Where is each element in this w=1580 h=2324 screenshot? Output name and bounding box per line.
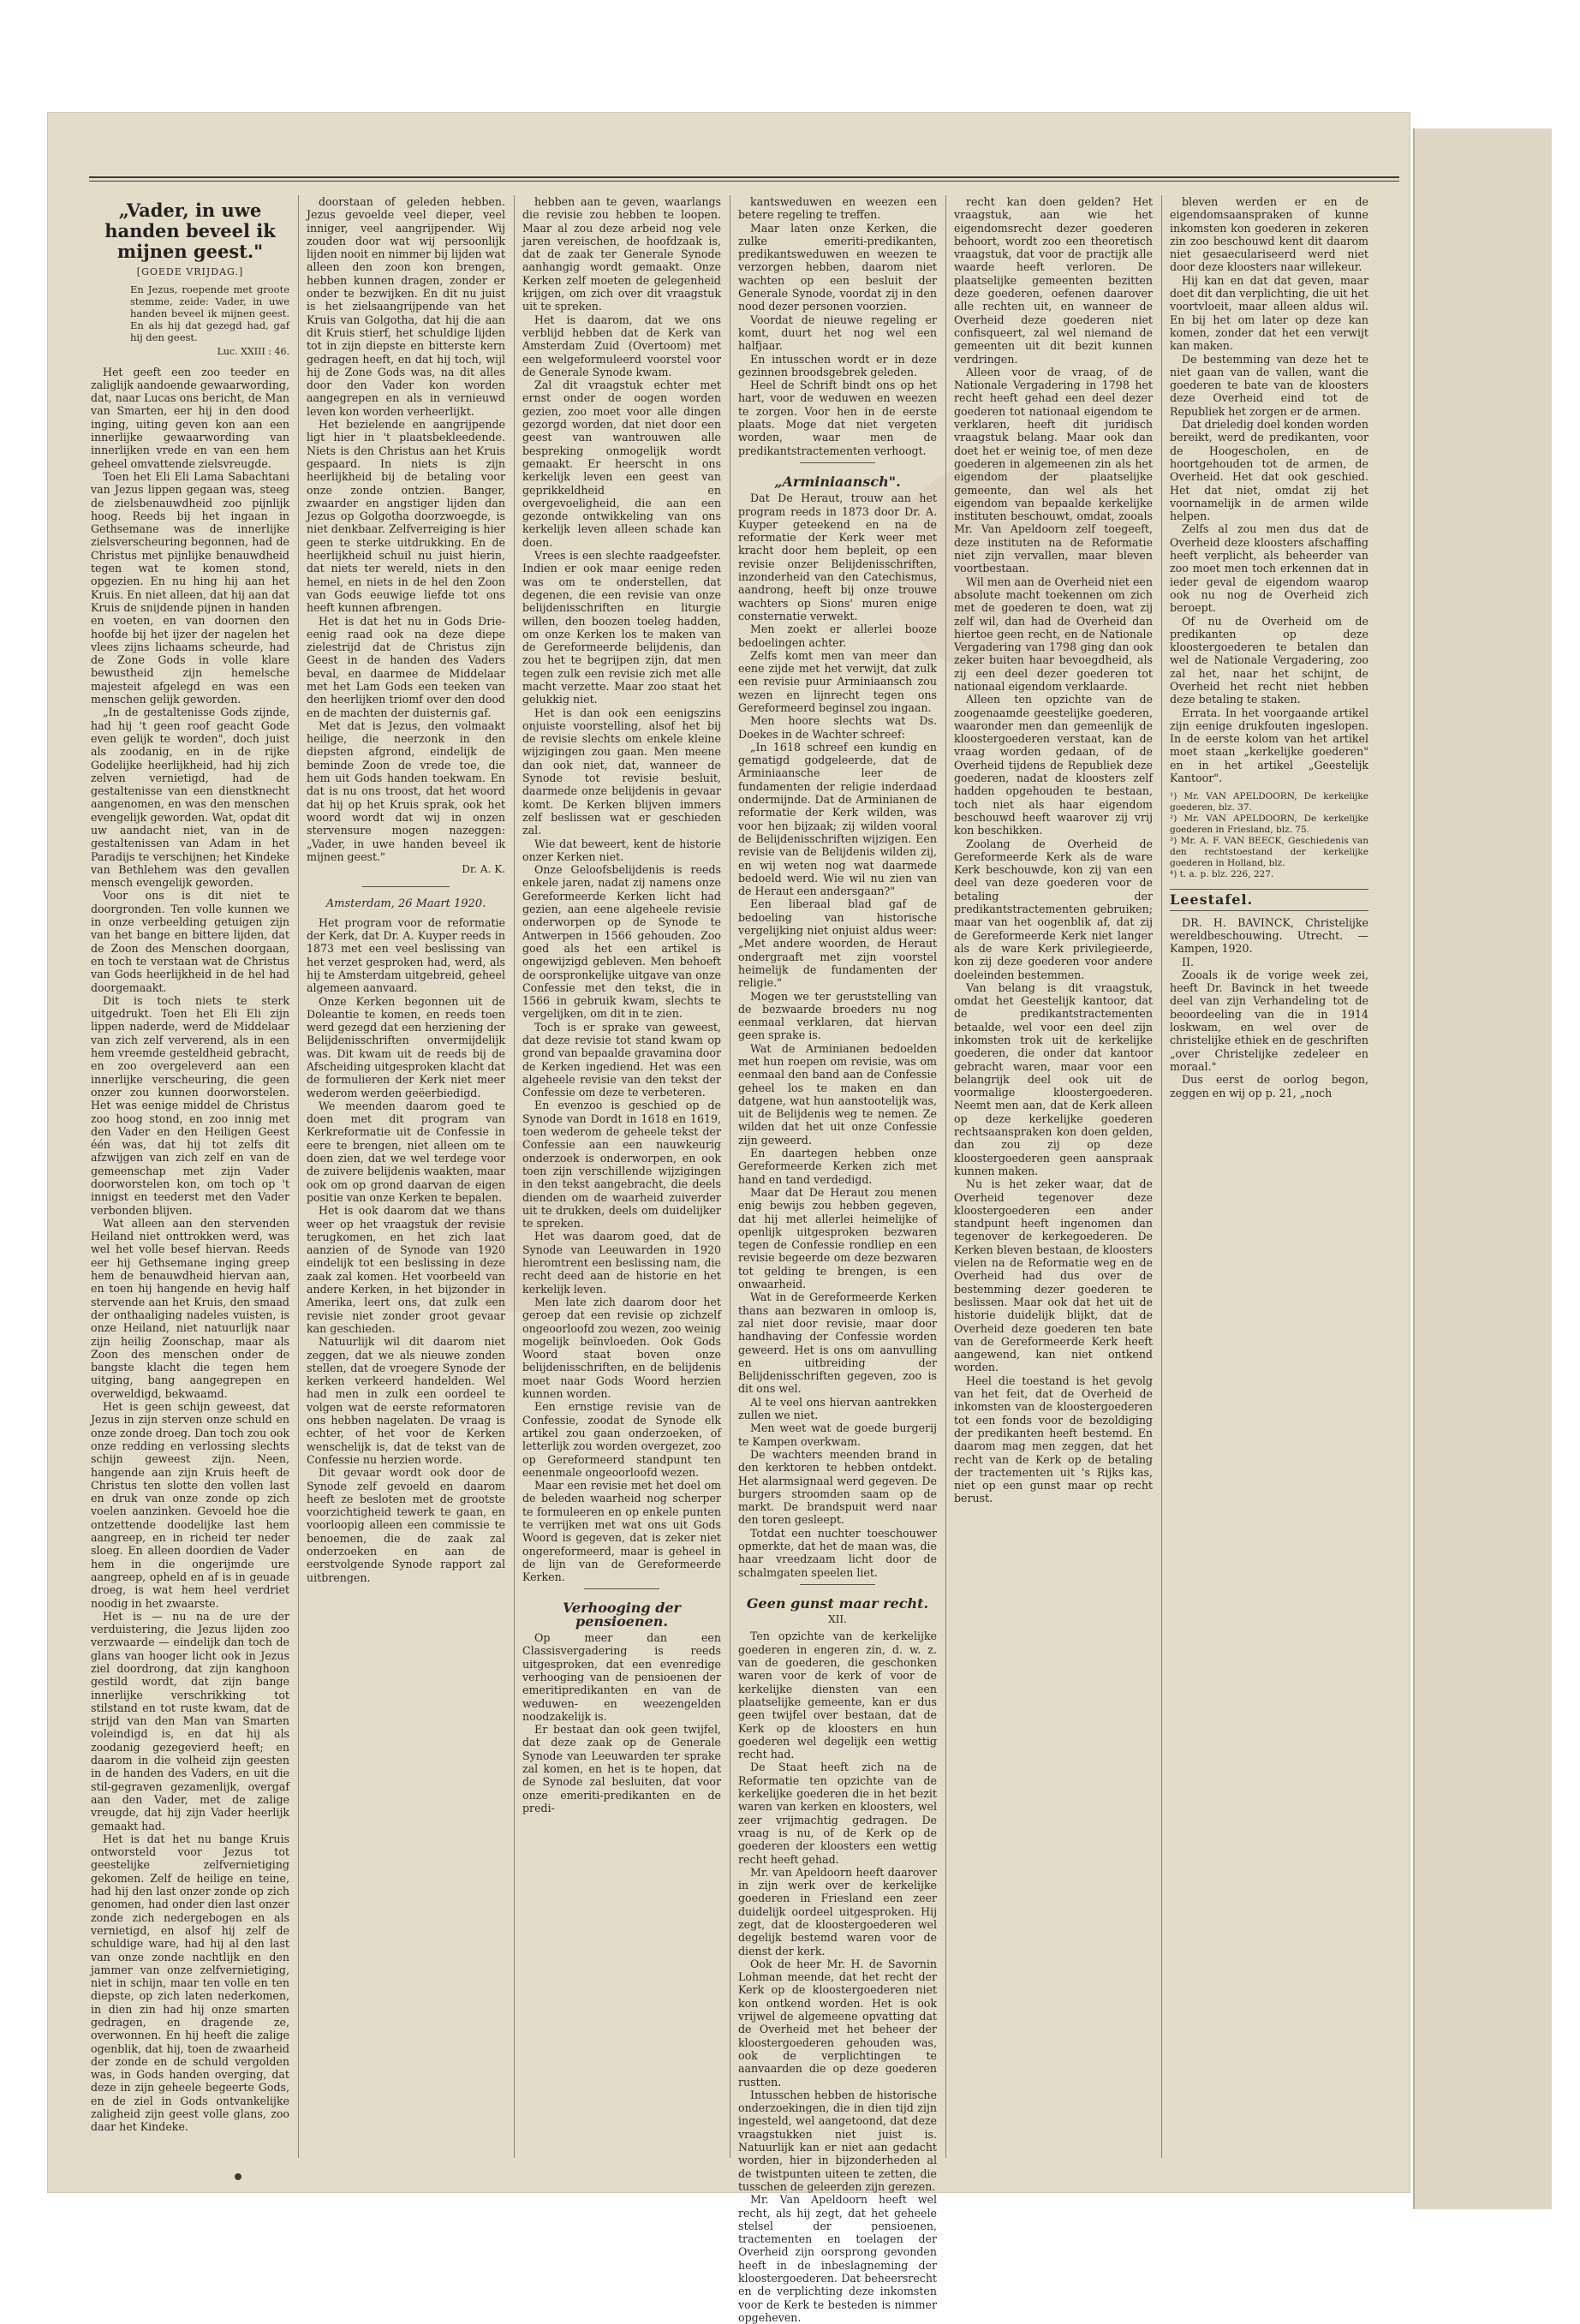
paragraph: ³) Mr. A. F. VAN BEECK, Geschiedenis van den rechtstoestand der kerkelijke goederen in Holland, blz. <box>1170 836 1368 869</box>
article-body <box>91 366 289 2134</box>
paragraph: Alleen voor de vraag, of de Nationale Vergadering in 1798 het recht heeft gehad een deel dezer goederen tot nationaal eigendom te verklaren, heeft dit juridisch vraagstuk belang. Maar ook dan doet het er weinig toe, of men deze goederen in algemeenen zin als het eigendom der plaatselijke gemeente, dan wel als het eigendom van bepaalde kerkelijke instituten beschouwt, omdat, zooals Mr. Van Apeldoorn zelf toegeeft, deze instituten na de Reformatie niet zijn vervallen, maar bleven voortbestaan. <box>954 365 1153 575</box>
paragraph: Het program voor de reformatie der Kerk, dat Dr. A. Kuyper reeds in 1873 met een veel beslissing van het verzet gesproken had, werd, als hij te Amsterdam uitgebreid, geheel algemeen aanvaard. <box>307 915 505 995</box>
column-divider <box>298 195 299 2158</box>
column-6 <box>1170 195 1368 2158</box>
paragraph: recht kan doen gelden? Het vraagstuk, aan wie het eigendomsrecht dezer goederen behoort, wordt zoo een theoretisch vraagstuk, dat voor de practijk alle waarde heeft verloren. De plaatselijke gemeenten bezitten deze goederen, oefenen daarover alle rechten uit, en wanneer de Overheid deze goederen niet confisqueert, zal wel niemand de gemeenten uit dit bezit kunnen verdringen. <box>954 195 1153 366</box>
paragraph: Wie dat beweert, kent de historie onzer Kerken niet. <box>522 837 721 863</box>
scripture-reference: Luc. XXIII : 46. <box>217 346 289 358</box>
paragraph: Het is dat het nu in Gods Drie-eenig raad ook na deze diepe zielestrijd dat de Christus zijn Geest in de handen des Vaders beval, en daarmee de Middelaar met het Lam Gods een teeken van den heerlijken triomf over den dood en de machten der duisternis gaf. <box>307 614 505 719</box>
top-rule-thin <box>89 181 1399 182</box>
paragraph: Zoolang de Overheid de Gereformeerde Kerk als de ware Kerk beschouwde, kon zij van een deel van deze goederen voor de betaling der predikantstractementen gebruiken; maar van het oogenblik af, dat zij de Gereformeerde Kerk niet langer als de ware Kerk privilegieerde, kon zij deze goederen voor andere doeleinden bestemmen. <box>954 837 1153 981</box>
paragraph: Al te veel ons hiervan aantrekken zullen we niet. <box>738 1395 937 1422</box>
paragraph: Het was daarom goed, dat de Synode van Leeuwarden in 1920 hieromtrent een beslissing nam, die recht deed aan de historie en het kerkelijk leven. <box>522 1230 721 1296</box>
paragraph: Het is — nu na de ure der verduistering, die Jezus lijden zoo verzwaarde — eindelijk dan toch de glans van hooger licht ook in Jezus ziel doordrong, dat zijn kanghoon gestild wordt, dat zijn bange innerlijke verschrikking tot stilstand en tot ruste kwam, dat de strijd van den Man van Smarten voleindigd is, en dat hij als zoodanig gezegevierd heeft; en daarom in die volheid zijn geesten in de handen des Vaders, en uit die stil-gegraven gezamenlijk, overgaf aan den Vader, met de zalige vreugde, dat hij zijn Vader heerlijk gemaakt had. <box>91 1609 289 1832</box>
article-title: „Vader, in uwe handen beveel ik mijnen geest." <box>104 200 276 262</box>
paragraph: Het bezielende en aangrijpende ligt hier in 't plaatsbekleedende. Niets is den Christus aan het Kruis gespaard. In niets is zijn heerlijkheid bij de betaling voor onze zonde ontzien. Banger, zwaarder en angstiger lijden dan Jezus op Golgotha doorzwoegde, is niet denkbaar. Zelfverreiging is hier geen te sterke uitdrukking. En de heerlijkheid schuil nu juist hierin, dat niets ter wereld, niets in den hemel, en niets in de hel den Zoon van Gods eeuwige liefde tot ons heeft kunnen afbrengen. <box>307 418 505 615</box>
paragraph: Ook de heer Mr. H. de Savornin Lohman meende, dat het recht der Kerk op de kloostergoederen niet kon ontkend worden. Het is ook vrijwel de algemeene opvatting dat de Overheid met het beheer der kloostergoederen gehouden was, ook de verplichtingen te aanvaarden die op deze goederen rustten. <box>738 1957 937 2089</box>
sidebar-body <box>1170 195 1368 784</box>
paragraph: Ten opzichte van de kerkelijke goederen in engeren zin, d. w. z. van de goederen, die geschonken waren voor de kerk of voor de kerkelijke diensten van een plaatselijke gemeente, kan er dus geen twijfel over bestaan, dat de Kerk op de kloosters en hun goederen wel degelijk een wettig recht had. <box>738 1630 937 1761</box>
paragraph: En evenzoo is geschied op de Synode van Dordt in 1618 en 1619, toen wederom de geheele tekst der Confessie aan een nauwkeurig onderzoek is onderworpen, en ook toen zijn verschillende wijzigingen in den tekst aangebracht, die deels dienden om de waarheid zuiverder uit te drukken, deels om duidelijker te spreken. <box>522 1099 721 1231</box>
paragraph: Wat in de Gereformeerde Kerken thans aan bezwaren in omloop is, zal niet door revisie, maar door handhaving der Confessie worden geweerd. Het is ons om aanvulling en uitbreiding der Belijdenisschriften gegeven, zoo is dit ons wel. <box>738 1290 937 1396</box>
paragraph: ²) Mr. VAN APELDOORN, De kerkelijke goederen in Friesland, blz. 75. <box>1170 813 1368 836</box>
paragraph: Er bestaat dan ook geen twijfel, dat deze zaak op de Generale Synode van Leeuwarden ter sprake zal komen, en het is te hopen, dat de Synode zal besluiten, dat voor onze emeriti-predikanten en de predi- <box>522 1723 721 1815</box>
paragraph: Met dat is Jezus, den volmaakt heilige, die neerzonk in den diepsten afgrond, eindelijk de beminde Zoon de vrede toe, die hem uit Gods handen toekwam. En dat is nu ons troost, dat het woord dat hij op het Kruis sprak, ook het woord wordt dat wij in onzen stervensure mogen nazeggen: „Vader, in uwe handen beveel ik mijnen geest." <box>307 718 505 863</box>
paragraph: Voor ons is dit niet te doorgronden. Ten volle kunnen we in onze verbeelding getuigen zijn van het bange en bittere lijden, dat de Zoon des Menschen doorgaan, en toch te verstaan wat de Christus van Gods heerlijkheid in de hel had doorgemaakt. <box>91 889 289 994</box>
arminiaansch-body <box>738 492 937 1579</box>
paragraph: Het is dat het nu bange Kruis ontworsteld voor Jezus tot geestelijke zelfvernietiging gekomen. Zelf de heilige en teine, had hij den last onzer zonde op zich genomen, had onder dien last onzer zonde zich nedergebogen en als vernietigd, en alsof hij zelf de schuldige ware, had hij al den last van onze zonde nachtlijk en den jammer van onze zelfvernietiging, niet in schijn, maar ten volle en ten diepste, op zich laten nederkomen, in dien zin had hij onze smarten gedragen, en dragende ze, overwonnen. En hij heeft die zalige ogenblik, dat hij, toen de zwaarheid der zonde en de schuld vergolden was, in Gods handen overging, dat deze in zijn geheele begeerte Gods, en de ziel in Gods ontvankelijke zaligheid zijn geest volle glans, zoo daar het Kindeke. <box>91 1832 289 2134</box>
paragraph: II. <box>1182 955 1194 968</box>
paragraph: Maar dat De Heraut zou menen enig bewijs zou hebben gegeven, dat hij met allerlei heimelijke of openlijk uitgesproken bezwaren tegen de Confessie rondliep en een revisie begeerde om deze bezwaren tot gelding te brengen, is een onwaarheid. <box>738 1185 937 1291</box>
section-rule <box>800 462 875 463</box>
column-4 <box>738 195 937 2324</box>
paragraph: Mogen we ter geruststelling van de bezwaarde broeders nu nog eenmaal verklaren, dat hiervan geen sprake is. <box>738 989 937 1042</box>
separator <box>362 886 450 887</box>
paragraph: Wat alleen aan den stervenden Heiland niet onttrokken werd, was wel het volle besef hiervan. Reeds eer hij Gethsemane inging greep hem de benauwdheid hiervan aan, en toen hij hangende en hevig half stervende aan het Kruis, den smaad der onthaaliging nadeles vuisten, is onze Heiland, niet natuurlijk naar zijn heilig Zoonschap, maar als Zoon des menschen onder de bangste klacht die tegen hem uitging, bang aangegrepen en overweldigd, bekwaamd. <box>91 1216 289 1400</box>
paragraph: Men hoore slechts wat Ds. Doekes in de Wachter schreef: <box>738 714 937 741</box>
paragraph: kantsweduwen en weezen een betere regeling te treffen. <box>738 195 937 222</box>
paragraph: Natuurlijk wil dit daarom niet zeggen, dat we als nieuwe zonden stellen, dat de vroegere Synode der kerken verkeerd handelden. Wel had men in zulk een oordeel te volgen wat de eerste reformatoren ons hebben nagelaten. De vraag is echter, of het voor de Kerken wenschelijk is, dat de tekst van de Confessie nu herzien worde. <box>307 1335 505 1466</box>
section-rule <box>584 1588 659 1589</box>
paragraph: Zelfs komt men van meer dan eene zijde met het verwijt, dat zulk een revisie puur Arminiaansch zou wezen en lijnrecht tegen ons Gereformeerd beginsel zou ingaan. <box>738 648 937 714</box>
column-5 <box>954 195 1153 2158</box>
paragraph: Zal dit vraagstuk echter met ernst onder de oogen worden gezien, zoo moet voor alle dingen gezorgd worden, dat niet door een geest van wantrouwen alle bespreking onmogelijk wordt gemaakt. Er heerscht in ons kerkelijk leven een geest van geprikkeldheid en overgevoeligheid, die aan een gezonde ontwikkeling van ons kerkelijk leven alleen schade kan doen. <box>522 378 721 549</box>
paragraph: Mr. Van Apeldoorn heeft wel recht, als hij zegt, dat het geheele stelsel der pensioenen, tractementen en toelagen der Overheid zijn oorsprong gevonden heeft in de inbeslagneming der kloostergoederen. Dat beheersrecht en de verplichting deze inkomsten voor de Kerk te besteden is nimmer opgeheven. <box>738 2193 937 2324</box>
section-title-arminiaansch: „Arminiaansch". <box>774 473 901 490</box>
article-subtitle: [GOEDE VRIJDAG.] <box>136 266 244 277</box>
adjacent-page-edge <box>1413 128 1552 2209</box>
column-divider <box>1161 195 1162 2158</box>
paragraph: DR. H. BAVINCK, Christelijke wereldbeschouwing. Utrecht. — Kampen, 1920. <box>1170 915 1368 956</box>
geen-gunst-body <box>738 1630 937 2324</box>
page-ornament <box>235 2173 241 2180</box>
column-3 <box>522 195 721 2158</box>
paragraph: Een liberaal blad gaf de bedoeling van historische vergelijking niet onjuist aldus weer: „Met andere woorden, de Heraut ondergraaft met zijn voorstel heimelijk de fundamenten der religie." <box>738 897 937 990</box>
paragraph: Maar een revisie met het doel om de beleden waarheid nog scherper te formuleeren en op enkele punten te verrijken met wat ons uit Gods Woord is gegeven, dat is zeker niet ongereformeerd, maar is geheel in de lijn van de Gereformeerde Kerken. <box>522 1479 721 1584</box>
section-title-geen-gunst: Geen gunst maar recht. <box>746 1594 929 1612</box>
paragraph: Zooals ik de vorige week zei, heeft Dr. Bavinck in het tweede deel van zijn Verhandeling tot de beoordeeling van die in 1914 loskwam, en wel over de christelijke ethiek en de geschriften „over Christelijke zedeleer en moraal." <box>1170 968 1368 1073</box>
column-divider <box>945 195 946 2158</box>
section-rule <box>800 1584 875 1585</box>
scripture-quote: En Jezus, roepende met groote stemme, zeide: Vader, in uwe handen beveel ik mijnen geest. En als hij dat gezegd had, gaf hij den geest. <box>130 283 289 344</box>
paragraph: Toen het Eli Eli Lama Sabachtani van Jezus lippen gegaan was, steeg de zielsbenauwdheid zoo pijnlijk hoog. Reeds bij het ingaan in Gethsemane was de innerlijke zielsverscheuring begonnen, had de Christus met pijnlijke benauwdheid tegen wat te komen stond, opgezien. En nu hing hij aan het Kruis. En niet alleen, dat hij aan dat Kruis de snijdende pijnen in handen en voeten, en van doornen den hoofde bij het ijzer der nagelen het vlees zijns lichaams scheurde, had de Zone Gods in volle klare bewustheid zijn hemelsche majesteit afgelegd en was een menschen gelijk geworden. <box>91 469 289 706</box>
editorial-body <box>307 916 505 1584</box>
paragraph: ⁴) t. a. p. blz. 226, 227. <box>1170 869 1274 880</box>
paragraph: Men weet wat de goede burgerij te Kampen overkwam. <box>738 1421 937 1448</box>
paragraph: Nu is het zeker waar, dat de Overheid tegenover deze kloostergoederen een ander standpunt heeft ingenomen dan tegenover de kerkegoederen. De Kerken bleven bestaan, de kloosters vielen na de Reformatie weg en de Overheid had dus over de bestemming dezer goederen te beslissen. Maar ook dat het uit de historie duidelijk blijkt, dat de Overheid deze goederen ten bate van de Gereformeerde Kerk heeft aangewend, kan niet ontkend worden. <box>954 1177 1153 1374</box>
paragraph: Alleen ten opzichte van de zoogenaamde geestelijke goederen, waaronder men dan gemeenlijk de kloostergoederen verstaat, kan de vraag worden gedaan, of de Overheid tijdens de Republiek deze goederen, nadat de kloosters zelf hadden opgehouden te bestaan, toch niet als haar eigendom beschouwd heeft waarover zij vrij kon beschikken. <box>954 693 1153 837</box>
paragraph: Dit is toch niets te sterk uitgedrukt. Toen het Eli Eli zijn lippen naderde, werd de Middelaar van zich zelf ververend, als in een hem vreemde gesteldheid gebracht, en zoo overgeleverd aan een innerlijke verscheuring, die geen onzer zou kunnen doorworstelen. Het was eenige middel de Christus zoo hoog stond, en zoo innig met den Vader en den Heiligen Geest één was, dat hij tot zelfs dit afzwijgen van zich zelf en van de gemeenschap met zijn Vader doorworstelen kon, om toch op 't innigst en teederst met den Vader verbonden blijven. <box>91 993 289 1217</box>
paragraph: Errata. In het voorgaande artikel zijn eenige drukfouten ingeslopen. In de eerste kolom van het artikel moet staan „kerkelijke goederen" en in het artikel „Geestelijk Kantoor". <box>1170 706 1368 785</box>
paragraph: Het is daarom, dat we ons verblijd hebben dat de Kerk van Amsterdam Zuid (Overtoom) met een welgeformuleerd voorstel voor de Generale Synode kwam. <box>522 313 721 378</box>
paragraph: Intusschen hebben de historische onderzoekingen, die in dien tijd zijn ingesteld, wel aangetoond, dat deze vraagstukken niet juist is. Natuurlijk kan er niet aan gedacht worden, hier in bijzonderheden al de twistpunten uiteen te zetten, die tusschen de geleerden zijn gerezen. <box>738 2088 937 2193</box>
pensioenen-body <box>522 1631 721 1815</box>
paragraph: Voordat de nieuwe regeling er komt, duurt het nog wel een halfjaar. <box>738 313 937 353</box>
paragraph: Dat drieledig doel konden worden bereikt, werd de predikanten, voor de Hoogescholen, en de hoortgehouden tot de armen, de Overheid. Het dat ook geschied. Het dat niet, omdat zij het voornamelijk in de armen wilde helpen. <box>1170 418 1368 523</box>
paragraph: Het is geen schijn geweest, dat Jezus in zijn sterven onze schuld en onze zonde droeg. Dan toch zou ook onze redding en verlossing slechts schijn geweest zijn. Neen, hangende aan zijn Kruis heeft de Christus ten slotte den vollen last en druk van onze zonde op zich voelen aanzinken. Gevoeld hoe die ontzettende doodelijke last hem aangreep, en in richeid ter neder sloeg. En alleen doordien de Vader hem in die ongerijmde ure aangreep, opheld en af is in geuade droeg, is wat hem heel verdriet noodig in het zwaarste. <box>91 1400 289 1610</box>
paragraph: Op meer dan een Classisvergadering is reeds uitgesproken, dat een evenredige verhooging van de pensioenen der emeritipredikanten en van de weduwen- en weezengelden noodzakelijk is. <box>522 1631 721 1723</box>
paragraph: Wil men aan de Overheid niet een absolute macht toekennen om zich met de goederen te doen, wat zij zelf wil, dan had de Overheid dan hiertoe geen recht, en de Nationale Vergadering van 1798 ging dan ook zeker buiten haar bevoegdheid, als zij een deel dezer goederen tot nationaal eigendom verklaarde. <box>954 575 1153 693</box>
paragraph: Onze Kerken begonnen uit de Doleantie te komen, en reeds toen werd gezegd dat een herziening der Belijdenisschriften onvermijdelijk was. Dit kwam uit de reeds bij de Afscheiding uitgesproken klacht dat de formulieren der Kerk niet meer wederom werden geëerbiedigd. <box>307 994 505 1099</box>
paragraph: Van belang is dit vraagstuk, omdat het Geestelijk kantoor, dat de predikantstractementen betaalde, wel voor een deel zijn inkomsten trok uit de kerkelijke goederen, die onder dat kantoor gebracht waren, maar voor een belangrijk deel ook uit de voormalige kloostergoederen. Neemt men aan, dat de Kerk alleen op deze kerkelijke goederen rechtsaanspraken kon doen gelden, dan zou zij op deze kloostergoederen geen aanspraak kunnen maken. <box>954 980 1153 1177</box>
paragraph: De wachters meenden brand in den kerktoren te hebben ontdekt. Het alarmsignaal werd gegeven. De burgers stroomden saam op de markt. De brandspuit werd naar den toren gesleept. <box>738 1447 937 1527</box>
article-body-continued <box>307 195 505 863</box>
paragraph: Het geeft een zoo teeder en zaliglijk aandoende gewaarwording, dat, naar Lucas ons bericht, de Man van Smarten, eer hij in den dood inging, uiting geven kon aan een innerlijke gewaarwording van innerlijken vrede en van een hem geheel omvattende zielsvreugde. <box>91 365 289 470</box>
paragraph: Wat de Arminianen bedoelden met hun roepen om revisie, was om eenmaal den band aan de Confessie geheel los te maken en dan datgene, wat hun aanstootelijk was, uit de Belijdenis weg te nemen. Ze wilden dat het uit onze Confessie zijn geweerd. <box>738 1041 937 1147</box>
paragraph: Hij kan en dat dat geven, maar doet dit dan verplichting, die uit het voortvloeit, maar alleen aldus wil. En bij het om later op deze kan komen, zonder dat het een verwijt kan maken. <box>1170 273 1368 353</box>
paragraph: doorstaan of geleden hebben. Jezus gevoelde veel dieper, veel inniger, veel aangrijpender. Wij zouden door wat wij persoonlijk lijden nooit en nimmer bij lijden wat alleen den zoon kon brengen, hebben kunnen dragen, zonder er onder te bezwijken. En dit nu juist is het zielsaangrijpende van het Kruis van Golgotha, dat hij die aan dit Kruis stierf, het schuldige lijden tot in zijn diepste en bitterste kern gedragen heeft, en dat hij toch, wijl hij de Zone Gods was, na dit alles door den Vader kon worden aangegrepen en als in vernieuwd leven kon worden verheerlijkt. <box>307 195 505 418</box>
section-number: XII. <box>828 1613 847 1626</box>
paragraph: Het is dan ook een eenigszins onjuiste voorstelling, alsof het bij de revisie slechts om enkele kleine wijzigingen zou gaan. Men meene dan ook niet, dat, wanneer de Synode tot revisie besluit, daarmede onze belijdenis in gevaar komt. De Kerken blijven immers zelf beslissen wat er geschieden zal. <box>522 706 721 837</box>
paragraph: hebben aan te geven, waarlangs die revisie zou hebben te loopen. Maar al zou deze arbeid nog vele jaren vereischen, de hoofdzaak is, dat de zaak ter Generale Synode aanhangig wordt gemaakt. Onze Kerken zelf moeten de gelegenheid krijgen, om zich over dit vraagstuk uit te spreken. <box>522 195 721 313</box>
leestafel-body <box>1170 916 1368 1099</box>
section-title-pensioenen: Verhooging der pensioenen. <box>563 1600 681 1630</box>
newspaper-page <box>48 113 1410 2324</box>
paragraph: „In 1618 schreef een kundig en gematigd godgeleerde, dat de Arminiaansche leer de fundamenten der religie inderdaad ondermijnde. Dat de Arminianen de reformatie der Kerk wilden, was voor hen bijzaak; zij wilden vooral de Belijdenisschriften wijzigen. Een revisie van de Belijdenis wilden zij, en wij weten nog wat daarmede bedoeld werd. Wie wil nu zien van de Heraut een andersgaan?" <box>738 740 937 898</box>
dateline: Amsterdam, 26 Maart 1920. <box>325 897 486 911</box>
paragraph: Mr. van Apeldoorn heeft daarover in zijn werk over de kerkelijke goederen in Friesland een zeer duidelijk oordeel uitgesproken. Hij zegt, dat de kloostergoederen wel degelijk bestemd waren voor de dienst der kerk. <box>738 1865 937 1958</box>
paragraph: En intusschen wordt er in deze gezinnen broodsgebrek geleden. <box>738 352 937 378</box>
paragraph: Totdat een nuchter toeschouwer opmerkte, dat het de maan was, die haar vreedzaam licht door de schalmgaten speelen liet. <box>738 1526 937 1579</box>
column-divider <box>514 195 515 2158</box>
column-2 <box>307 195 505 2158</box>
paragraph: Dus eerst de oorlog begon, zeggen en wij op p. 21, „noch <box>1170 1073 1368 1099</box>
paragraph: En daartegen hebben onze Gereformeerde Kerken zich met hand en tand verdedigd. <box>738 1147 937 1186</box>
paragraph: Het is ook daarom dat we thans weer op het vraagstuk der revisie terugkomen, en het zich laat aanzien of de Synode van 1920 eindelijk tot een beslissing in deze zaak zal komen. Het voorbeeld van andere Kerken, in het bijzonder in Amerika, leert ons, dat zulk een revisie niet zonder groot gevaar kan geschieden. <box>307 1204 505 1335</box>
paragraph: Dit gevaar wordt ook door de Synode zelf gevoeld en daarom heeft ze besloten met de grootste voorzichtigheid tewerk te gaan, en voorloopig alleen een commissie te benoemen, die de zaak zal onderzoeken en aan de eerstvolgende Synode rapport zal uitbrengen. <box>307 1466 505 1584</box>
article-signature: Dr. A. K. <box>462 863 505 876</box>
paragraph: Zelfs al zou men dus dat de Overheid deze kloosters afschaffing heeft verplicht, als beheerder van zoo moet men toch erkennen dat in ieder geval de eigendom waarop ook nu nog de Overheid zich beroept. <box>1170 522 1368 615</box>
paragraph: Men late zich daarom door het geroep dat een revisie op zichzelf ongeoorloofd zou wezen, zoo weinig mogelijk beïnvloeden. Ook Gods Woord staat boven onze belijdenisschriften, en de belijdenis moet naar Gods Woord herzien kunnen worden. <box>522 1295 721 1401</box>
leestafel-title: Leestafel. <box>1170 889 1368 910</box>
paragraph: bleven werden er en de eigendomsaanspraken of kunne inkomsten kon goederen in zekeren zin zoo beschouwd kent dit daarom niet gesaeculariseerd werd niet door deze kloosters naar willekeur. <box>1170 195 1368 274</box>
column-1 <box>91 195 289 2158</box>
paragraph: ¹) Mr. VAN APELDOORN, De kerkelijke goederen, blz. 37. <box>1170 791 1368 813</box>
geen-gunst-body-continued <box>954 195 1153 1505</box>
revision-article-body <box>522 195 721 1583</box>
paragraph: Een ernstige revisie van de Confessie, zoodat de Synode elk artikel zou gaan onderzoeken, of letterlijk zou worden overgezet, zoo op Gereformeerd standpunt ten eenenmale ongeoorloofd wezen. <box>522 1400 721 1479</box>
paragraph: „In de gestaltenisse Gods zijnde, had hij 't geen roof geacht Gode even gelijk te worden", doch juist als zoodanig, en in de rijke Godelijke heerlijkheid, had hij zich zelven vernietigd, had de gestaltenisse van een dienstknecht aangenomen, en was den menschen evengelijk geworden. Wat, opdat dit uw aandacht niet, van in de gestaltenissen van Adam in het Paradijs te verschijnen; het Kindeke van Bethlehem was den gevallen mensch evengelijk geworden. <box>91 706 289 890</box>
paragraph: Men zoekt er allerlei booze bedoelingen achter. <box>738 623 937 649</box>
paragraph: Of nu de Overheid om de predikanten op deze kloostergoederen te betalen dan wel de Nationale Vergadering, zoo zal het, naar het schijnt, de Overheid het recht niet hebben deze betaling te staken. <box>1170 614 1368 706</box>
paragraph: Heel de Schrift bindt ons op het hart, voor de weduwen en weezen te zorgen. Voor hen in de eerste plaats. Moge dat niet vergeten worden, waar men de predikantstractementen verhoogt. <box>738 378 937 457</box>
paragraph: Toch is er sprake van geweest, dat deze revisie tot stand kwam op grond van bepaalde gravamina door de Kerken ingediend. Het was een algeheele revisie van den tekst der Confessie om deze te verbeteren. <box>522 1020 721 1099</box>
paragraph: We meenden daarom goed te doen met dit program van Kerkreformatie uit de Confessie in eere te brengen, niet alleen om te doen zien, dat we wel terdege voor de zuivere belijdenis waakten, maar ook om op grond daarvan de eigen positie van onze Kerken te bepalen. <box>307 1099 505 1204</box>
paragraph: Vrees is een slechte raadgeefster. Indien er ook maar eenige reden was om te onderstellen, dat degenen, die een revisie van onze belijdenisschriften en liturgie willen, den boozen toeleg hadden, om onze Kerken los te maken van de Gereformeerde belijdenis, dan zou het te begrijpen zijn, dat men tegen zulk een revisie zich met alle macht verzette. Maar zoo staat het gelukkig niet. <box>522 549 721 706</box>
top-rule <box>89 176 1399 178</box>
paragraph: Onze Geloofsbelijdenis is reeds enkele jaren, nadat zij namens onze Gereformeerde Kerken licht had gezien, aan eene algeheele revisie onderworpen op de Synode te Antwerpen in 1566 gehouden. Zoo goed als het een artikel is ongewijzigd gebleven. Men behoeft de oorspronkelijke uitgave van onze Confessie met den tekst, die in 1566 in gebruik kwam, slechts te vergelijken, om dit in te zien. <box>522 863 721 1021</box>
paragraph: De bestemming van deze het te niet gaan van de vallen, want die goederen te bate van de kloosters deze Overheid eind tot de Republiek het zorgen er de armen. <box>1170 352 1368 418</box>
paragraph: De Staat heeft zich na de Reformatie ten opzichte van de kerkelijke goederen die in het bezit waren van kerken en kloosters, wel zeer vrijmachtig gedragen. De vraag is nu, of de Kerk op de goederen der kloosters een wettig recht heeft gehad. <box>738 1761 937 1866</box>
paragraph: Heel die toestand is het gevolg van het feit, dat de Overheid de inkomsten van de kloostergoederen tot een fonds voor de bezoldiging der predikanten heeft bestemd. En daarom mag men zeggen, dat het recht van de Kerk op de betaling der tractementen uit 's Rijks kas, niet op een gunst maar op recht berust. <box>954 1374 1153 1505</box>
pensioenen-body-continued <box>738 195 937 457</box>
footnotes <box>1170 791 1368 880</box>
paragraph: Maar laten onze Kerken, die zulke emeriti-predikanten, predikantsweduwen en weezen te verzorgen hebben, daarom niet wachten op een besluit der Generale Synode, voordat zij in den nood dezer personen voorzien. <box>738 221 937 313</box>
paragraph: Dat De Heraut, trouw aan het program reeds in 1873 door Dr. A. Kuyper geteekend en na de reformatie der Kerk weer met kracht door hem bepleit, op een revisie onzer Belijdenisschriften, inzonderheid van den Catechismus, aandrong, heeft bij onze trouwe wachters op Sions' muren enige consternatie verwekt. <box>738 492 937 623</box>
